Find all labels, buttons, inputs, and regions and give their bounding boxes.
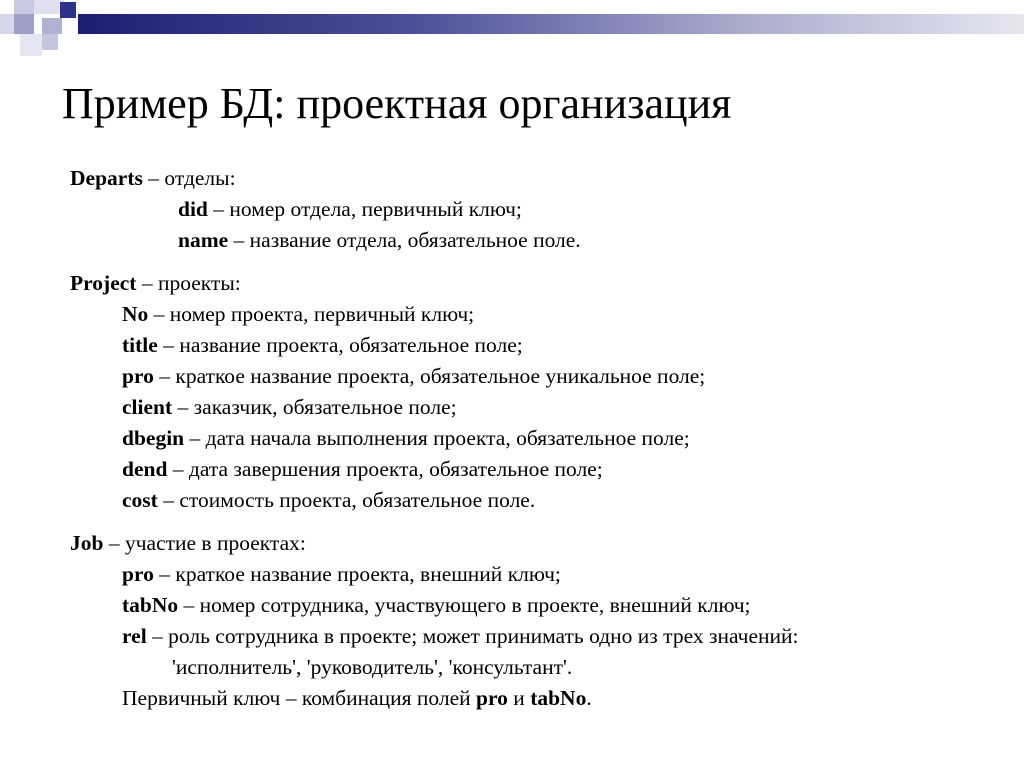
field-name: pro <box>122 562 154 586</box>
field-line <box>70 485 799 516</box>
field-line <box>70 225 799 256</box>
table-name: Departs <box>70 166 143 190</box>
corner-decoration-square <box>42 18 62 34</box>
pk-field: tabNo <box>530 686 587 710</box>
field-name: name <box>178 228 229 252</box>
corner-decoration-square <box>0 14 14 34</box>
field-line <box>70 361 799 392</box>
field-name: dend <box>122 457 168 481</box>
field-line <box>70 559 799 590</box>
corner-decoration-square <box>42 34 58 50</box>
field-name: rel <box>122 624 147 648</box>
pk-end: . <box>586 686 592 710</box>
header-gradient-bar <box>78 14 1024 34</box>
pk-prefix: Первичный ключ – комбинация полей <box>122 686 477 710</box>
field-description: – дата начала выполнения проекта, обязательное поле; <box>184 426 690 450</box>
table-name: Job <box>70 531 104 555</box>
field-description: – роль сотрудника в проекте; может принимать одно из трех значений: <box>146 624 799 648</box>
field-description: – краткое название проекта, обязательное уникальное поле; <box>153 364 706 388</box>
field-name: dbegin <box>122 426 185 450</box>
field-line <box>70 590 799 621</box>
table-description: – проекты: <box>136 271 241 295</box>
field-name: pro <box>122 364 154 388</box>
field-description: – стоимость проекта, обязательное поле. <box>157 488 536 512</box>
table-heading-departs <box>70 163 799 194</box>
slide-title: Пример БД: проектная организация <box>62 79 732 128</box>
corner-decoration-square <box>14 14 34 34</box>
field-line <box>70 299 799 330</box>
field-name: title <box>122 333 158 357</box>
pk-field: pro <box>476 686 508 710</box>
slide-content <box>70 163 799 714</box>
field-description: – название отдела, обязательное поле. <box>228 228 581 252</box>
field-name: did <box>178 197 208 221</box>
table-description: – отделы: <box>142 166 236 190</box>
corner-decoration-square <box>20 34 42 56</box>
pk-and: и <box>507 686 531 710</box>
table-description: – участие в проектах: <box>103 531 306 555</box>
field-description: – номер отдела, первичный ключ; <box>207 197 522 221</box>
field-line <box>70 392 799 423</box>
table-heading-job <box>70 528 799 559</box>
field-name: cost <box>122 488 158 512</box>
field-line <box>70 423 799 454</box>
field-line <box>70 621 799 652</box>
corner-decoration-square <box>14 0 34 14</box>
field-description: – дата завершения проекта, обязательное поле; <box>167 457 603 481</box>
table-heading-project <box>70 268 799 299</box>
field-name: No <box>122 302 149 326</box>
field-description: – название проекта, обязательное поле; <box>157 333 523 357</box>
field-line <box>70 194 799 225</box>
field-line <box>70 330 799 361</box>
field-description: – заказчик, обязательное поле; <box>172 395 457 419</box>
field-name: client <box>122 395 173 419</box>
corner-decoration-square <box>60 2 76 18</box>
table-name: Project <box>70 271 137 295</box>
field-description: – краткое название проекта, внешний ключ; <box>153 562 561 586</box>
field-line <box>70 454 799 485</box>
field-description: – номер сотрудника, участвующего в проекте, внешний ключ; <box>178 593 751 617</box>
primary-key-line <box>70 683 799 714</box>
values-line: 'исполнитель', 'руководитель', 'консультант'. <box>172 655 573 679</box>
field-description: – номер проекта, первичный ключ; <box>148 302 475 326</box>
field-name: tabNo <box>122 593 179 617</box>
